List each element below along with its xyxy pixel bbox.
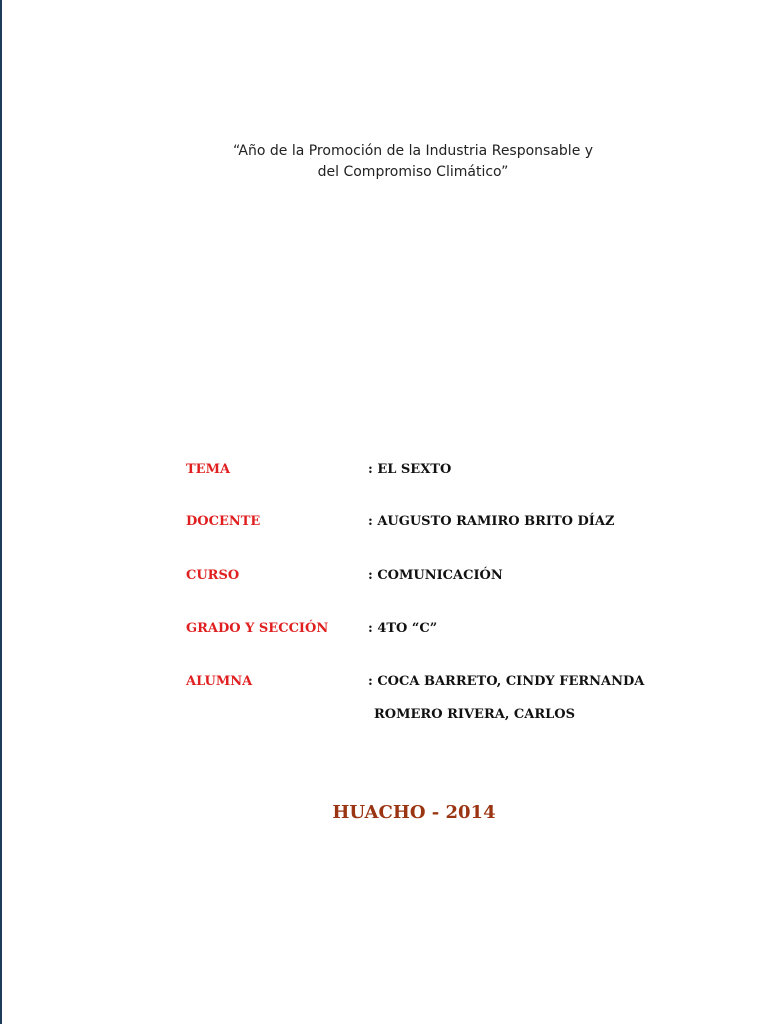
alumna-value: : COCA BARRETO, CINDY FERNANDA bbox=[368, 674, 645, 689]
alumna-label: ALUMNA bbox=[186, 674, 253, 689]
year-motto-line-1: “Año de la Promoción de la Industria Responsable y bbox=[232, 143, 594, 159]
year-motto-line-2: del Compromiso Climático” bbox=[317, 164, 509, 180]
grado-seccion-value: : 4TO “C” bbox=[368, 621, 438, 636]
docente-value: : AUGUSTO RAMIRO BRITO DÍAZ bbox=[368, 514, 615, 529]
grado-seccion-label: GRADO Y SECCIÓN bbox=[186, 621, 329, 636]
alumna-second-name: ROMERO RIVERA, CARLOS bbox=[374, 707, 575, 722]
place-year: HUACHO - 2014 bbox=[332, 802, 496, 823]
curso-label: CURSO bbox=[186, 568, 240, 583]
year-motto bbox=[0, 141, 768, 183]
docente-label: DOCENTE bbox=[186, 514, 261, 529]
tema-label: TEMA bbox=[186, 462, 231, 477]
curso-value: : COMUNICACIÓN bbox=[368, 568, 503, 583]
tema-value: : EL SEXTO bbox=[368, 462, 452, 477]
